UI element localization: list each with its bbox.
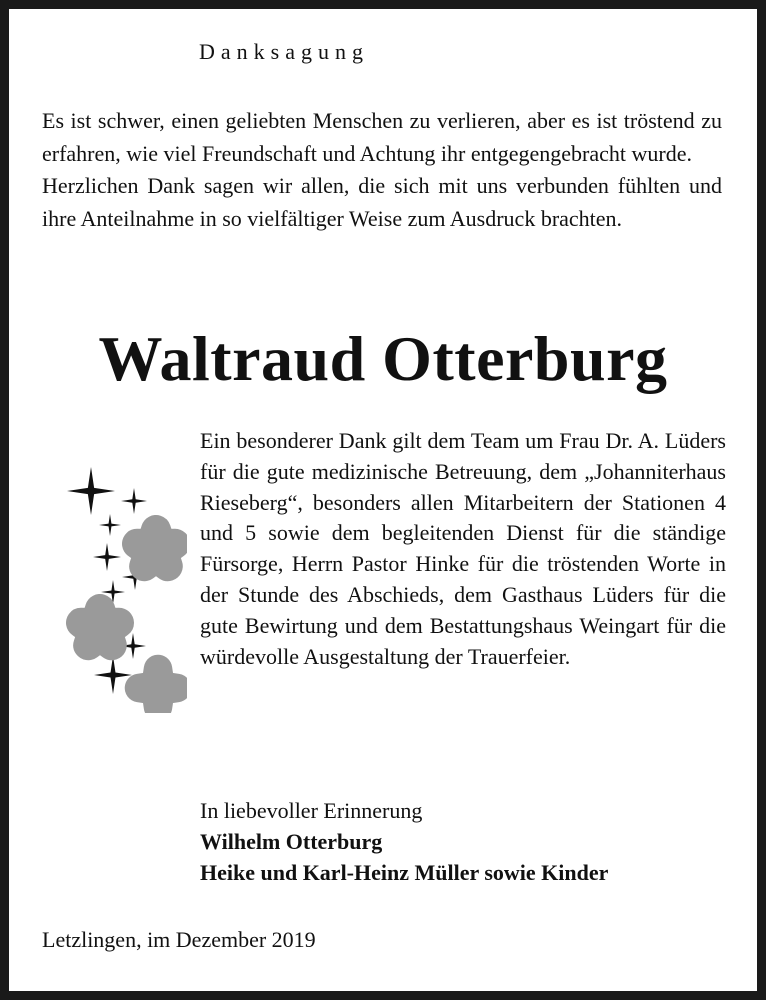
closing-phrase: In liebevoller Erinnerung xyxy=(200,798,423,823)
intro-text xyxy=(42,105,722,235)
deceased-name: Waltraud Otterburg xyxy=(98,323,668,394)
signatory-name: Wilhelm Otterburg xyxy=(200,829,383,854)
obituary-notice xyxy=(9,9,757,991)
stars-icon xyxy=(57,453,187,713)
special-thanks-text: Ein besonderer Dank gilt dem Team um Frau Dr. A. Lüders für die gute medizinische Betreuung, dem „Johanniterhaus Rieseberg“, besonders allen Mitarbeitern der Stationen 4 und 5 sowie dem begleitenden Dienst für die ständige Fürsorge, Herrn Pastor Hinke für die tröstenden Worte in der Stunde des Abschieds, dem Gasthaus Lüders für die gute Bewirtung und dem Bestattungshaus Weingart für die würdevolle Ausgestaltung der Trauerfeier. xyxy=(200,428,726,669)
closing-block xyxy=(200,795,760,888)
intro-paragraph: Herzlichen Dank sagen wir allen, die sich mit uns verbunden fühlten und ihre Anteilnahme in so vielfältiger Weise zum Ausdruck brachten. xyxy=(42,173,722,231)
place-date: Letzlingen, im Dezember 2019 xyxy=(42,927,316,952)
signatory-name: Heike und Karl-Heinz Müller sowie Kinder xyxy=(200,860,609,885)
notice-heading: Danksagung xyxy=(199,39,369,64)
intro-paragraph: Es ist schwer, einen geliebten Menschen zu verlieren, aber es ist tröstend zu erfahren, wie viel Freundschaft und Achtung ihr entgegengebracht wurde. xyxy=(42,108,722,166)
